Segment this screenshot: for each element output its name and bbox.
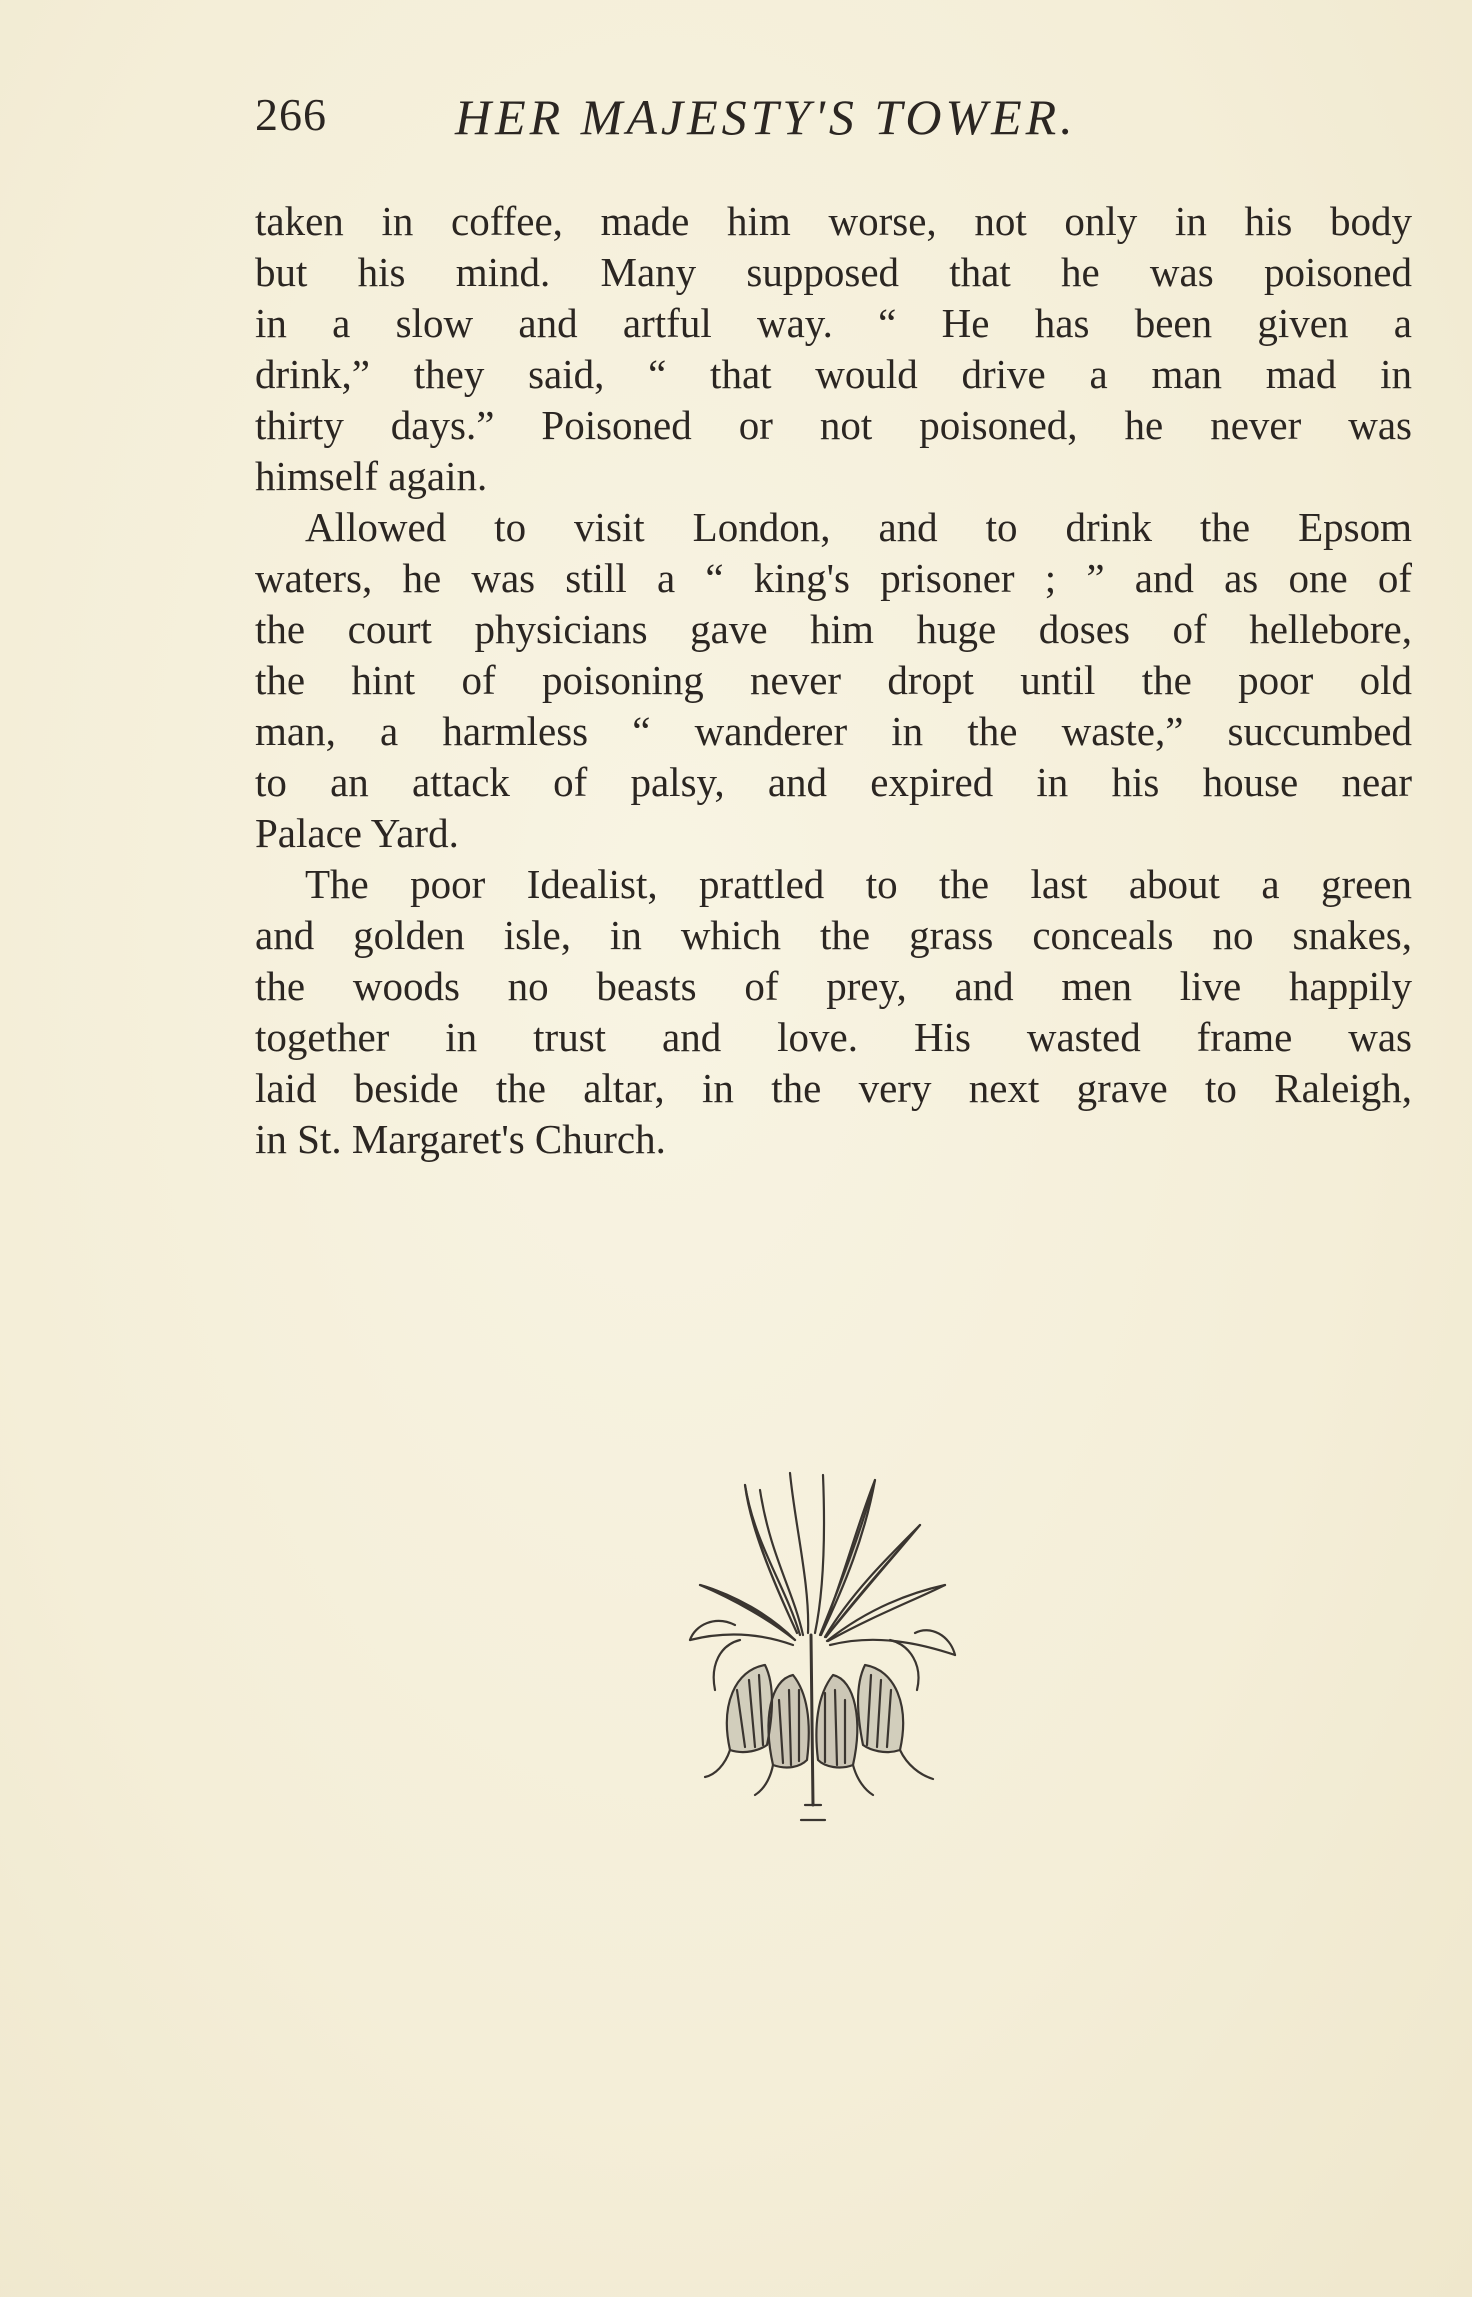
text-line: together in trust and love. His wasted frame was (255, 1014, 1412, 1060)
text-line: the woods no beasts of prey, and men live happily (255, 963, 1412, 1009)
text-line: but his mind. Many supposed that he was poisoned (255, 249, 1412, 295)
fritillary-flower-ornament-icon (675, 1465, 975, 1825)
text-line: Allowed to visit London, and to drink the Epsom (305, 504, 1412, 550)
text-line: in St. Margaret's Church. (255, 1116, 666, 1162)
text-line: The poor Idealist, prattled to the last about a green (305, 861, 1412, 907)
page-number: 266 (255, 89, 327, 140)
running-head (255, 88, 1215, 148)
text-line: Palace Yard. (255, 810, 459, 856)
text-line: taken in coffee, made him worse, not only in his body (255, 198, 1412, 244)
text-line: and golden isle, in which the grass conceals no snakes, (255, 912, 1412, 958)
text-line: thirty days.” Poisoned or not poisoned, he never was (255, 402, 1412, 448)
text-line: drink,” they said, “ that would drive a man mad in (255, 351, 1412, 397)
text-line: the court physicians gave him huge doses of hellebore, (255, 606, 1412, 652)
body-text (255, 196, 1412, 1165)
running-title: HER MAJESTY'S TOWER. (455, 89, 1077, 145)
text-line: himself again. (255, 453, 488, 499)
text-line: laid beside the altar, in the very next grave to Raleigh, (255, 1065, 1412, 1111)
text-line: man, a harmless “ wanderer in the waste,” succumbed (255, 708, 1412, 754)
text-line: waters, he was still a “ king's prisoner ; ” and as one of (255, 555, 1412, 601)
text-line: the hint of poisoning never dropt until the poor old (255, 657, 1412, 703)
text-line: in a slow and artful way. “ He has been given a (255, 300, 1412, 346)
text-line: to an attack of palsy, and expired in his house near (255, 759, 1412, 805)
